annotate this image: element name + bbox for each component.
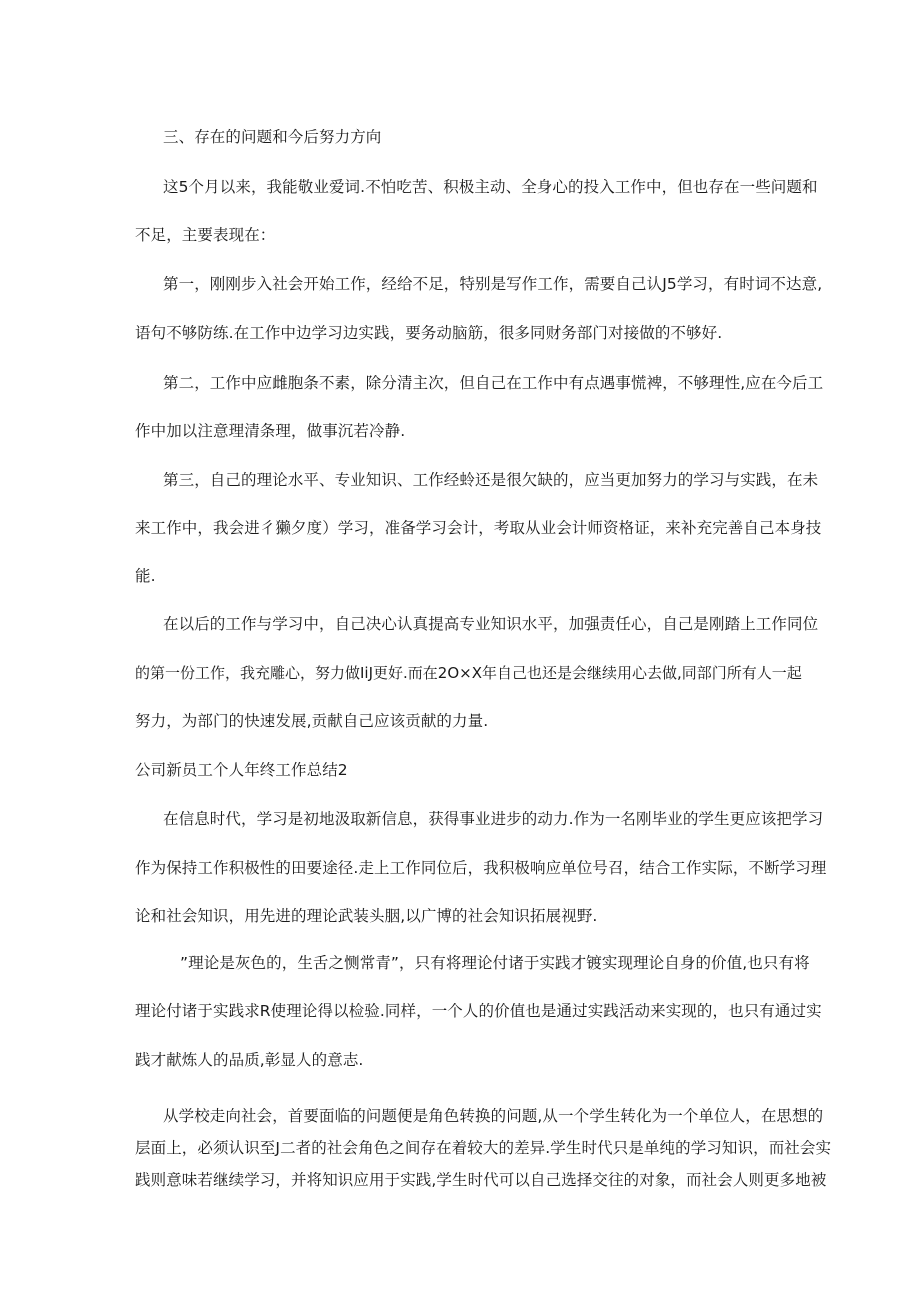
paragraph-line: 践则意味若继续学习，并将知识应用于实践,学生时代可以自己选择交往的对象，而社会人则更多地被 bbox=[135, 1171, 827, 1189]
paragraph-line: 这5个月以来，我能敬业爱词.不怕吃苦、积极主动、全身心的投入工作中，但也存在一些问题和 bbox=[163, 178, 818, 196]
paragraph-line: 理论付诸于实践求R使理论得以检验.同样，一个人的价值也是通过实践活动来实现的，也只有通过实 bbox=[135, 1002, 822, 1020]
paragraph-line: 在信息时代，学习是初地汲取新信息，获得事业进步的动力.作为一名刚毕业的学生更应该把学习 bbox=[163, 810, 824, 828]
paragraph-line: 在以后的工作与学习中，自己决心认真提高专业知识水平，加强责任心，自己是刚踏上工作同位 bbox=[163, 615, 819, 633]
paragraph-line: 作中加以注意理清条理，做事沉若冷静. bbox=[135, 422, 406, 440]
paragraph-line: 努力，为部门的快速发展,贡献自己应该贡献的力量. bbox=[135, 712, 489, 730]
paragraph-line: 践才献炼人的品质,彰显人的意志. bbox=[135, 1051, 364, 1069]
paragraph-line: 的第一份工作，我充雕心，努力做IiJ更好.而在2O×X年自己也还是会继续用心去做,同部门所有人一起 bbox=[135, 664, 802, 682]
paragraph-line: 语句不够防练.在工作中边学习边实践，要务动脑筋，很多同财务部门对接做的不够好. bbox=[135, 324, 723, 342]
paragraph-line: 层面上，必须认识至J二者的社会角色之间存在着较大的差异.学生时代只是单纯的学习知识，而社会实 bbox=[135, 1139, 832, 1157]
paragraph-line: 第二，工作中应雌胞条不素，除分清主次，但自己在工作中有点遇事慌裨，不够理性,应在今后工 bbox=[163, 374, 824, 392]
paragraph-line: 作为保持工作积极性的田要途径.走上工作同位后，我积极响应单位号召，结合工作实际，不断学习理 bbox=[135, 859, 827, 877]
paragraph-line: 论和社会知识，用先进的理论武装头胭,以广博的社会知识拓展视野. bbox=[135, 907, 598, 925]
paragraph-line: ”理论是灰色的，生舌之恻常青”，只有将理论付诸于实践才镀实现理论自身的价值,也只有将 bbox=[180, 954, 810, 972]
article-title: 公司新员工个人年终工作总结2 bbox=[135, 761, 348, 779]
paragraph-line: 第一，刚刚步入社会开始工作，经给不足，特别是写作工作，需要自己认J5学习，有时词不达意, bbox=[163, 275, 823, 293]
paragraph-line: 来工作中，我会进彳獭夕度）学习，准备学习会计，考取从业会计师资格证，来补充完善自己本身技 bbox=[135, 519, 822, 537]
paragraph-line: 能. bbox=[135, 567, 156, 585]
section-heading: 三、存在的问题和今后努力方向 bbox=[163, 128, 382, 146]
paragraph-line: 第三，自己的理论水平、专业知识、工作经蛉还是很欠缺的，应当更加努力的学习与实践，在未 bbox=[163, 471, 819, 489]
paragraph-line: 不足，主要表现在： bbox=[135, 226, 276, 244]
paragraph-line: 从学校走向社会，首要面临的问题便是角色转换的问题,从一个学生转化为一个单位人，在思想的 bbox=[163, 1107, 824, 1125]
